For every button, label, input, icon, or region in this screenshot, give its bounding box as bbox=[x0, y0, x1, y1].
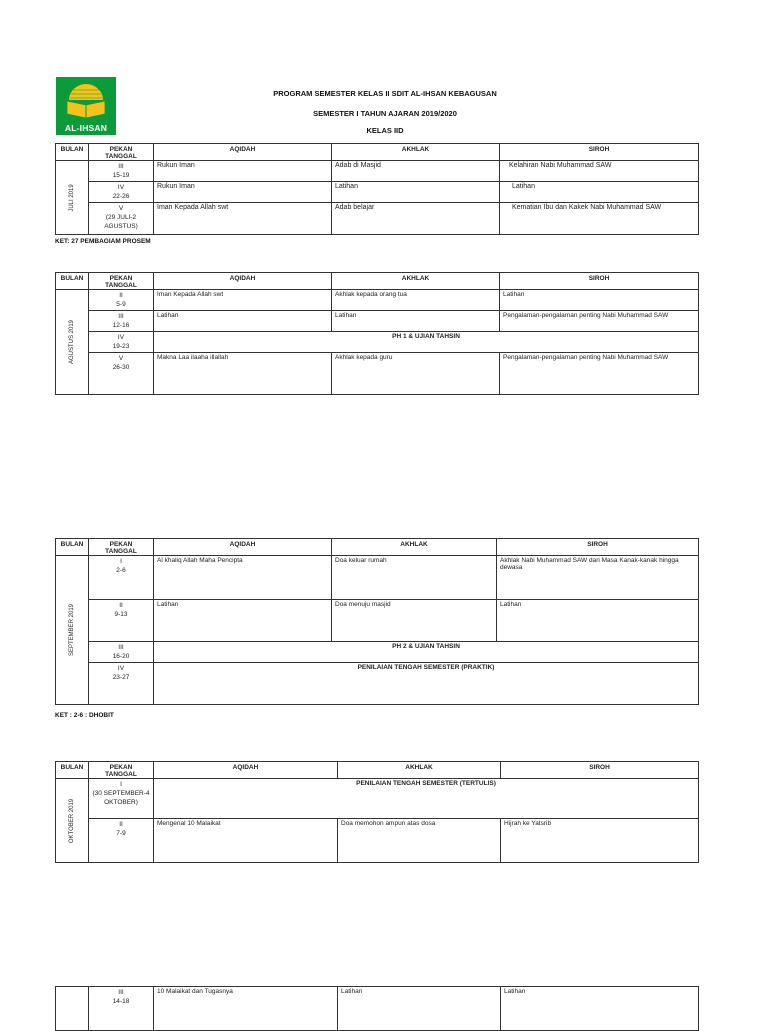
table-row bbox=[56, 290, 699, 311]
col-akhlak: AKHLAK bbox=[332, 273, 500, 290]
schedule-table-oktober bbox=[55, 761, 699, 863]
table-header-row bbox=[56, 144, 699, 161]
table-row bbox=[56, 203, 699, 235]
siroh-cell: Kelahiran Nabi Muhammad SAW bbox=[500, 161, 699, 182]
col-pekan-tanggal: PEKAN TANGGAL bbox=[89, 144, 154, 161]
week-cell: III 12-16 bbox=[89, 311, 154, 332]
col-aqidah: AQIDAH bbox=[154, 273, 332, 290]
akhlak-cell: Adab di Masjid bbox=[332, 161, 500, 182]
merged-event-cell: PENILAIAN TENGAH SEMESTER (PRAKTIK) bbox=[154, 663, 699, 705]
aqidah-cell: Iman Kepada Allah swt bbox=[154, 203, 332, 235]
week-cell: IV 23-27 bbox=[89, 663, 154, 705]
aqidah-cell: Makna Laa ilaaha illallah bbox=[154, 353, 332, 395]
logo-text: AL-IHSAN bbox=[64, 123, 108, 133]
akhlak-cell: Latihan bbox=[332, 311, 500, 332]
week-cell: IV 22-26 bbox=[89, 182, 154, 203]
aqidah-cell: 10 Malaikat dan Tugasnya bbox=[154, 987, 338, 1031]
siroh-cell: Latihan bbox=[497, 600, 699, 642]
week-cell: II 9-13 bbox=[89, 600, 154, 642]
akhlak-cell: Doa memohon ampun atas dosa bbox=[338, 819, 501, 863]
table-row bbox=[56, 819, 699, 863]
akhlak-cell: Adab belajar bbox=[332, 203, 500, 235]
col-siroh: SIROH bbox=[500, 144, 699, 161]
schedule-table-juli bbox=[55, 143, 699, 235]
week-cell: IV 19-23 bbox=[89, 332, 154, 353]
siroh-cell: Latihan bbox=[500, 182, 699, 203]
aqidah-cell: Al khaliq Allah Maha Pencipta bbox=[154, 556, 332, 600]
akhlak-cell: Latihan bbox=[332, 182, 500, 203]
akhlak-cell: Doa menuju masjid bbox=[332, 600, 497, 642]
siroh-cell: Kematian Ibu dan Kakek Nabi Muhammad SAW bbox=[500, 203, 699, 235]
siroh-cell: Latihan bbox=[500, 290, 699, 311]
week-cell: I (30 SEPTEMBER-4 OKTOBER) bbox=[89, 779, 154, 819]
col-aqidah: AQIDAH bbox=[154, 144, 332, 161]
month-label: AGUSTUS 2019 bbox=[56, 290, 89, 395]
col-akhlak: AKHLAK bbox=[332, 539, 497, 556]
siroh-cell: Pengalaman-pengalaman penting Nabi Muhammad SAW bbox=[500, 353, 699, 395]
table-header-row bbox=[56, 539, 699, 556]
week-cell: III 15-19 bbox=[89, 161, 154, 182]
merged-event-cell: PH 1 & UJIAN TAHSIN bbox=[154, 332, 699, 353]
table-row bbox=[56, 663, 699, 705]
week-cell: III 16-20 bbox=[89, 642, 154, 663]
aqidah-cell: Rukun Iman bbox=[154, 182, 332, 203]
siroh-cell: Hijrah ke Yatsrib bbox=[501, 819, 699, 863]
table-row bbox=[56, 779, 699, 819]
aqidah-cell: Latihan bbox=[154, 311, 332, 332]
siroh-cell: Akhlak Nabi Muhammad SAW dari Masa Kanak-kanak hingga dewasa bbox=[497, 556, 699, 600]
table-row bbox=[56, 353, 699, 395]
table-row bbox=[56, 556, 699, 600]
col-aqidah: AQIDAH bbox=[154, 539, 332, 556]
table-row bbox=[56, 161, 699, 182]
month-label: JULI 2019 bbox=[56, 161, 89, 235]
col-bulan: BULAN bbox=[56, 273, 89, 290]
doc-class: KELAS IID bbox=[366, 126, 404, 135]
table-row bbox=[56, 182, 699, 203]
week-cell: II 7-9 bbox=[89, 819, 154, 863]
table-row bbox=[56, 642, 699, 663]
doc-title: PROGRAM SEMESTER KELAS II SDIT AL-IHSAN KEBAGUSAN bbox=[273, 89, 497, 98]
aqidah-cell: Rukun Iman bbox=[154, 161, 332, 182]
note-juli: KET: 27 PEMBAGIAM PROSEM bbox=[55, 238, 151, 245]
table-row bbox=[56, 311, 699, 332]
table-header-row bbox=[56, 273, 699, 290]
col-pekan-tanggal: PEKAN TANGGAL bbox=[89, 539, 154, 556]
akhlak-cell: Akhlak kepada orang tua bbox=[332, 290, 500, 311]
col-bulan: BULAN bbox=[56, 762, 89, 779]
col-bulan: BULAN bbox=[56, 144, 89, 161]
col-akhlak: AKHLAK bbox=[332, 144, 500, 161]
schedule-table-september bbox=[55, 538, 699, 705]
col-siroh: SIROH bbox=[497, 539, 699, 556]
aqidah-cell: Latihan bbox=[154, 600, 332, 642]
akhlak-cell: Latihan bbox=[338, 987, 501, 1031]
schedule-table-continued bbox=[55, 986, 699, 1031]
col-bulan: BULAN bbox=[56, 539, 89, 556]
school-logo bbox=[56, 77, 116, 135]
month-label: OKTOBER 2019 bbox=[56, 779, 89, 863]
aqidah-cell: Iman Kepada Allah swt bbox=[154, 290, 332, 311]
col-aqidah: AQIDAH bbox=[154, 762, 338, 779]
week-cell: III 14-18 bbox=[89, 987, 154, 1031]
siroh-cell: Latihan bbox=[501, 987, 699, 1031]
merged-event-cell: PH 2 & UJIAN TAHSIN bbox=[154, 642, 699, 663]
aqidah-cell: Mengenal 10 Malaikat bbox=[154, 819, 338, 863]
merged-event-cell: PENILAIAN TENGAH SEMESTER (TERTULIS) bbox=[154, 779, 699, 819]
col-siroh: SIROH bbox=[500, 273, 699, 290]
table-header-row bbox=[56, 762, 699, 779]
akhlak-cell: Akhlak kepada guru bbox=[332, 353, 500, 395]
col-akhlak: AKHLAK bbox=[338, 762, 501, 779]
table-row bbox=[56, 600, 699, 642]
table-row bbox=[56, 332, 699, 353]
akhlak-cell: Doa keluar rumah bbox=[332, 556, 497, 600]
note-september: KET : 2-6 : DHOBIT bbox=[55, 712, 114, 719]
month-label: SEPTEMBER 2019 bbox=[56, 556, 89, 705]
week-cell: I 2-6 bbox=[89, 556, 154, 600]
doc-semester: SEMESTER I TAHUN AJARAN 2019/2020 bbox=[313, 109, 457, 118]
col-pekan-tanggal: PEKAN TANGGAL bbox=[89, 762, 154, 779]
week-cell: II 5-9 bbox=[89, 290, 154, 311]
week-cell: V (29 JULI-2 AGUSTUS) bbox=[89, 203, 154, 235]
siroh-cell: Pengalaman-pengalaman penting Nabi Muhammad SAW bbox=[500, 311, 699, 332]
col-pekan-tanggal: PEKAN TANGGAL bbox=[89, 273, 154, 290]
week-cell: V 26-30 bbox=[89, 353, 154, 395]
book-icon bbox=[61, 80, 111, 120]
schedule-table-agustus bbox=[55, 272, 699, 395]
col-siroh: SIROH bbox=[501, 762, 699, 779]
